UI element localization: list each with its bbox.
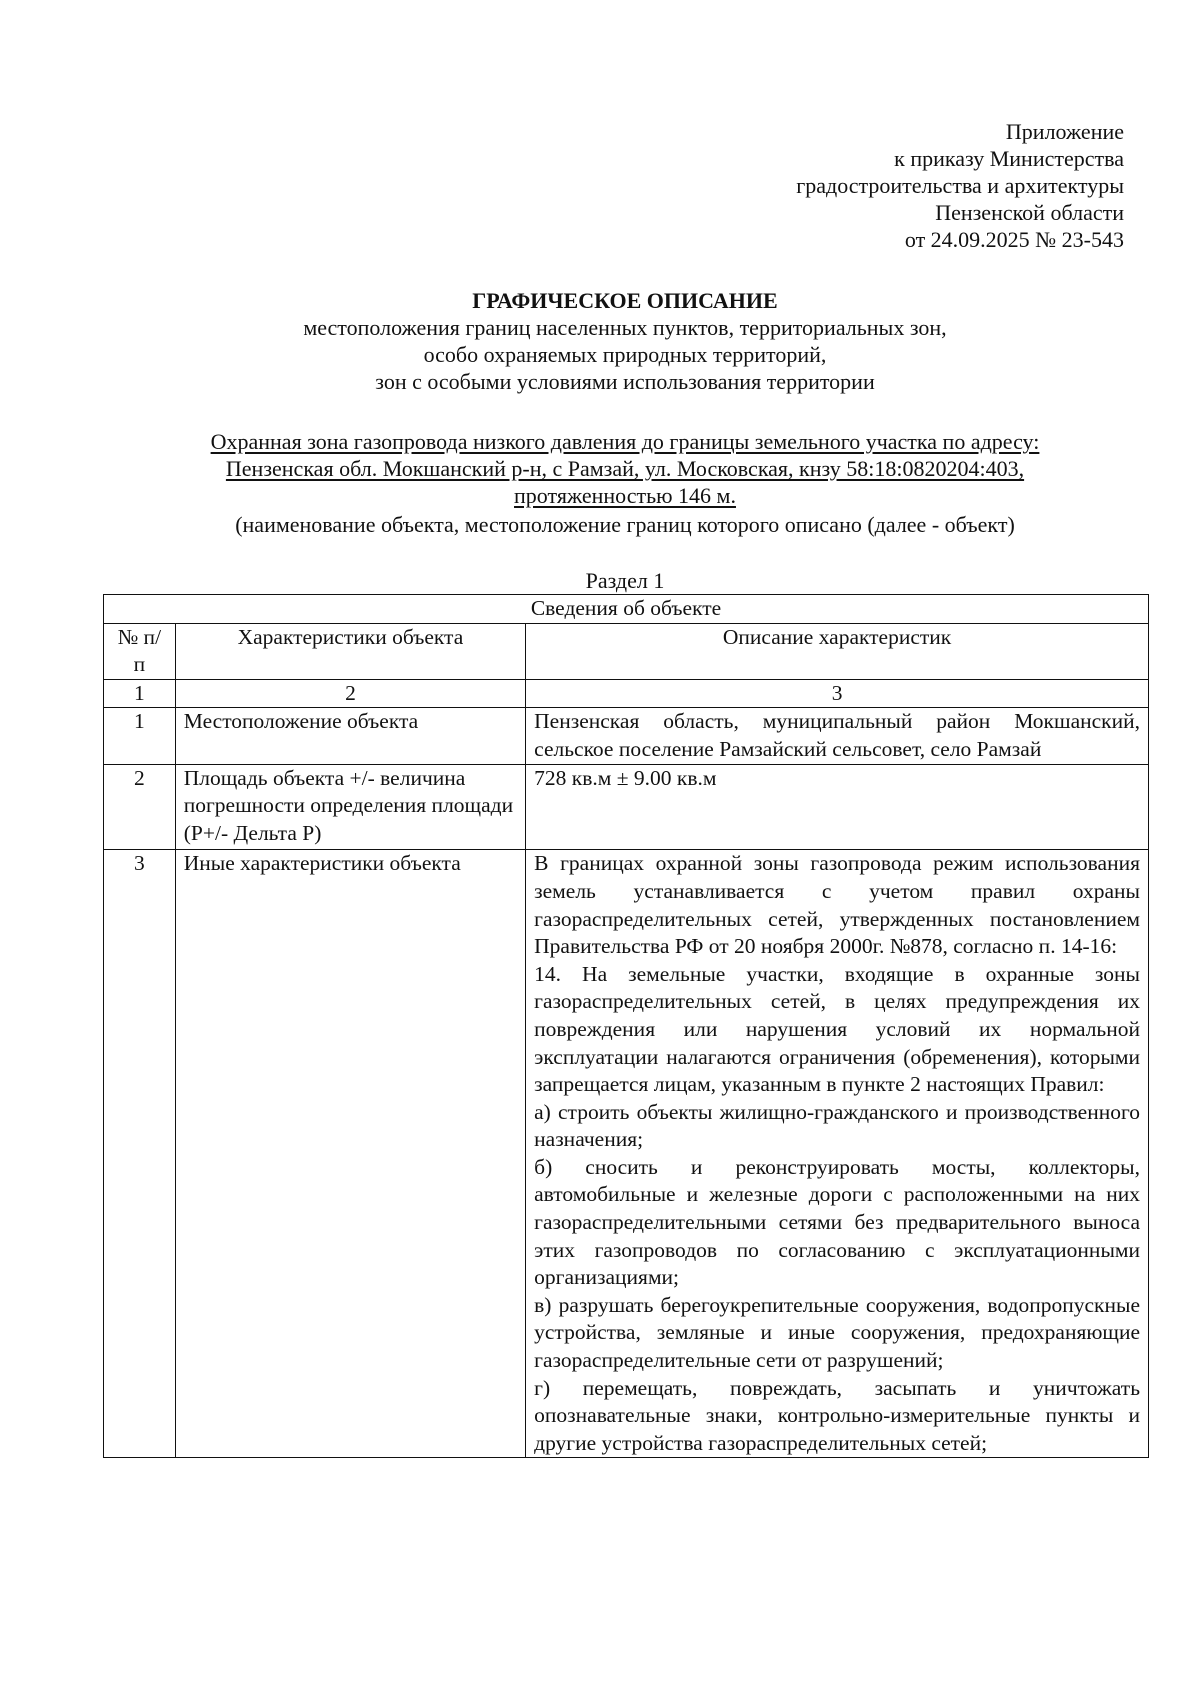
title-main: ГРАФИЧЕСКОЕ ОПИСАНИЕ <box>472 288 778 313</box>
title-sub-line: местоположения границ населенных пунктов, территориальных зон, <box>303 315 947 340</box>
header-num: № п/п <box>104 623 176 679</box>
object-info-table <box>103 594 1149 1458</box>
document-title <box>100 287 1150 395</box>
row-characteristic: Иные характеристики объекта <box>175 850 525 1458</box>
title-sub-line: зон с особыми условиями использования территории <box>375 369 875 394</box>
row-num: 1 <box>104 708 176 764</box>
column-number: 2 <box>175 679 525 708</box>
row-description: 728 кв.м ± 9.00 кв.м <box>526 764 1149 850</box>
description-paragraph: 14. На земельные участки, входящие в охранные зоны газораспределительных сетей, в целях предупреждения их повреждения или нарушения условий их нормальной эксплуатации налагаются ограничения (обременения), которыми запрещается лицам, указанным в пункте 2 настоящих Правил: <box>534 961 1140 1097</box>
header-characteristic: Характеристики объекта <box>175 623 525 679</box>
row-characteristic: Площадь объекта +/- величина погрешности определения площади (Р+/- Дельта Р) <box>175 764 525 850</box>
header-description: Описание характеристик <box>526 623 1149 679</box>
object-name-line: протяженностью 146 м. <box>514 483 736 508</box>
title-sub-line: особо охраняемых природных территорий, <box>423 342 827 367</box>
column-number: 1 <box>104 679 176 708</box>
appendix-line: градостроительства и архитектуры <box>796 173 1124 198</box>
appendix-line: Пензенской области <box>935 200 1124 225</box>
row-characteristic: Местоположение объекта <box>175 708 525 764</box>
table-title-row <box>104 595 1149 624</box>
object-name-block <box>100 428 1150 538</box>
appendix-line: к приказу Министерства <box>894 146 1124 171</box>
table-row <box>104 850 1149 1458</box>
row-num: 2 <box>104 764 176 850</box>
table-row <box>104 764 1149 850</box>
object-name-line: Пензенская обл. Мокшанский р-н, с Рамзай, ул. Московская, кнзу 58:18:0820204:403, <box>225 456 1025 481</box>
row-num: 3 <box>104 850 176 1458</box>
table-row <box>104 708 1149 764</box>
description-paragraph: в) разрушать берегоукрепительные сооружения, водопропускные устройства, земляные и иные сооружения, предохраняющие газораспределительные сети от разрушений; <box>534 1292 1140 1373</box>
description-paragraph: б) сносить и реконструировать мосты, коллекторы, автомобильные и железные дороги с расположенными на них газораспределительными сетями без предварительного выноса этих газопроводов по согласованию с эксплуатационными организациями; <box>534 1154 1140 1290</box>
appendix-line: от 24.09.2025 № 23-543 <box>904 227 1124 252</box>
table-title: Сведения об объекте <box>104 595 1149 624</box>
section-label: Раздел 1 <box>585 568 665 593</box>
column-number: 3 <box>526 679 1149 708</box>
row-description <box>526 850 1149 1458</box>
description-paragraph: а) строить объекты жилищно-гражданского и производственного назначения; <box>534 1099 1140 1152</box>
appendix-line: Приложение <box>1005 119 1124 144</box>
description-paragraph: г) перемещать, повреждать, засыпать и уничтожать опознавательные знаки, контрольно-измерительные пункты и другие устройства газораспределительных сетей; <box>534 1375 1140 1455</box>
object-name-line: Охранная зона газопровода низкого давления до границы земельного участка по адресу: <box>210 429 1040 454</box>
table-header-row <box>104 623 1149 679</box>
description-paragraph: В границах охранной зоны газопровода режим использования земель устанавливается с учетом правил охраны газораспределительных сетей, утвержденных постановлением Правительства РФ от 20 ноября 2000г. №878, согласно п. 14-16: <box>534 851 1140 959</box>
object-caption: (наименование объекта, местоположение границ которого описано (далее - объект) <box>235 512 1015 537</box>
appendix-header <box>664 118 1124 253</box>
column-number-row <box>104 679 1149 708</box>
row-description: Пензенская область, муниципальный район Мокшанский, сельское поселение Рамзайский сельсовет, село Рамзай <box>526 708 1149 764</box>
